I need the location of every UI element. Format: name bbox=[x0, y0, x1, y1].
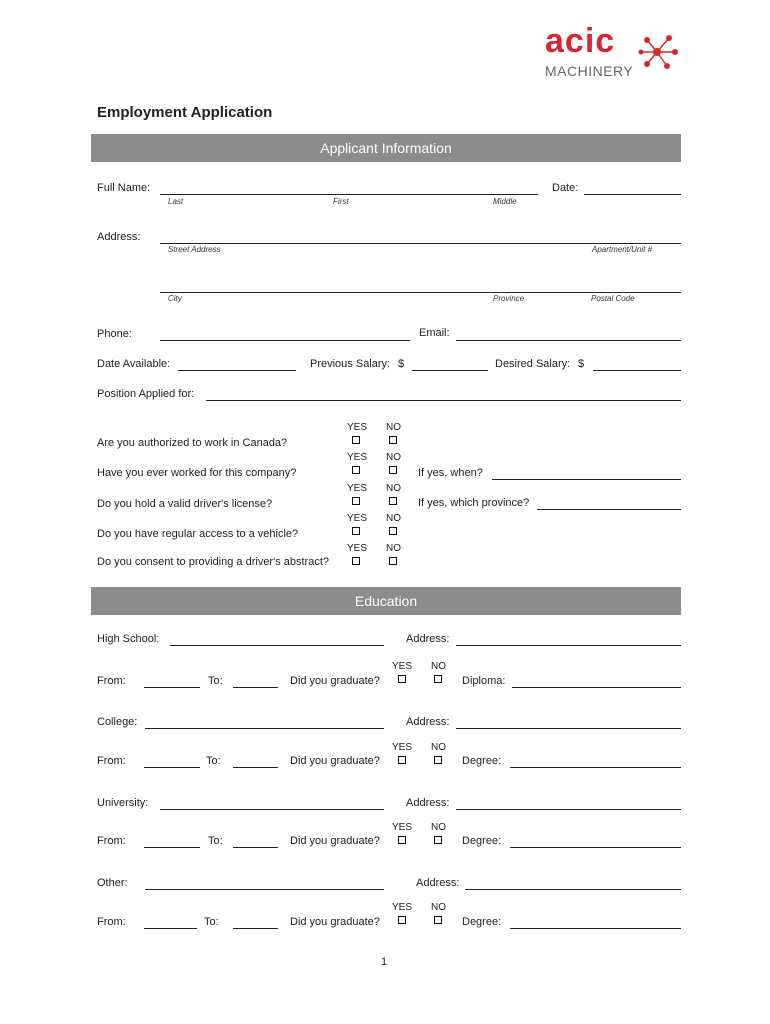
university-field[interactable] bbox=[160, 809, 384, 810]
other-degree-field[interactable] bbox=[510, 928, 681, 929]
other-from-label: From: bbox=[97, 916, 126, 928]
question-text: Have you ever worked for this company? bbox=[97, 467, 297, 479]
college-from-field[interactable] bbox=[144, 767, 200, 768]
company-logo bbox=[545, 22, 685, 82]
high-school-label: High School: bbox=[97, 633, 160, 645]
hs-address-field[interactable] bbox=[456, 645, 681, 646]
question-text: Do you consent to providing a driver's abstract? bbox=[97, 556, 329, 568]
yes-header: YES bbox=[347, 543, 368, 554]
no-header: NO bbox=[431, 902, 446, 913]
other-degree-label: Degree: bbox=[462, 916, 502, 928]
date-label: Date: bbox=[552, 182, 579, 194]
previous-salary-dollar: $ bbox=[398, 358, 405, 370]
license-province-field[interactable] bbox=[537, 509, 681, 510]
logo-subtitle: MACHINERY bbox=[545, 63, 634, 79]
email-field[interactable] bbox=[456, 340, 681, 341]
position-label: Position Applied for: bbox=[97, 388, 195, 400]
college-address-label: Address: bbox=[406, 716, 450, 728]
q3-no-checkbox[interactable] bbox=[389, 497, 397, 505]
position-field[interactable] bbox=[206, 400, 681, 401]
email-label: Email: bbox=[419, 327, 450, 339]
desired-salary-label: Desired Salary: bbox=[495, 358, 571, 370]
desired-salary-dollar: $ bbox=[578, 358, 585, 370]
logo-brand: acic bbox=[545, 22, 616, 60]
hs-to-label: To: bbox=[208, 675, 223, 687]
first-caption: First bbox=[333, 197, 349, 206]
postal-caption: Postal Code bbox=[591, 294, 635, 303]
no-header: NO bbox=[386, 543, 401, 554]
section-applicant-information: Applicant Information bbox=[91, 134, 681, 162]
other-graduated-yes-checkbox[interactable] bbox=[398, 916, 406, 924]
apt-caption: Apartment/Unit # bbox=[592, 245, 653, 254]
city-caption: City bbox=[168, 294, 182, 303]
hs-to-field[interactable] bbox=[233, 687, 278, 688]
date-field[interactable] bbox=[584, 194, 681, 195]
q4-no-checkbox[interactable] bbox=[389, 527, 397, 535]
other-from-field[interactable] bbox=[144, 928, 197, 929]
q3-yes-checkbox[interactable] bbox=[352, 497, 360, 505]
no-header: NO bbox=[386, 422, 401, 433]
page-title: Employment Application bbox=[97, 104, 273, 121]
date-available-label: Date Available: bbox=[97, 358, 171, 370]
college-address-field[interactable] bbox=[456, 728, 681, 729]
middle-caption: Middle bbox=[493, 197, 517, 206]
question-text: Do you have regular access to a vehicle? bbox=[97, 528, 299, 540]
yes-header: YES bbox=[392, 742, 413, 753]
university-graduated-no-checkbox[interactable] bbox=[434, 836, 442, 844]
q5-no-checkbox[interactable] bbox=[389, 557, 397, 565]
previous-salary-field[interactable] bbox=[412, 370, 488, 371]
college-degree-field[interactable] bbox=[510, 767, 681, 768]
q2-no-checkbox[interactable] bbox=[389, 466, 397, 474]
university-degree-label: Degree: bbox=[462, 835, 502, 847]
other-graduated-no-checkbox[interactable] bbox=[434, 916, 442, 924]
other-to-field[interactable] bbox=[233, 928, 278, 929]
address-label: Address: bbox=[97, 231, 141, 243]
molecule-icon bbox=[637, 32, 681, 76]
yes-header: YES bbox=[392, 661, 413, 672]
q2-yes-checkbox[interactable] bbox=[352, 466, 360, 474]
hs-address-label: Address: bbox=[406, 633, 450, 645]
no-header: NO bbox=[386, 452, 401, 463]
hs-graduated-yes-checkbox[interactable] bbox=[398, 675, 406, 683]
last-caption: Last bbox=[168, 197, 184, 206]
street-address-field[interactable] bbox=[160, 243, 681, 244]
province-caption: Province bbox=[493, 294, 525, 303]
yes-header: YES bbox=[347, 483, 368, 494]
other-label: Other: bbox=[97, 877, 128, 889]
college-from-label: From: bbox=[97, 755, 126, 767]
hs-from-label: From: bbox=[97, 675, 126, 687]
college-graduate-label: Did you graduate? bbox=[290, 755, 380, 767]
question-text: Do you hold a valid driver's license? bbox=[97, 498, 273, 510]
other-address-field[interactable] bbox=[465, 889, 681, 890]
yes-header: YES bbox=[392, 902, 413, 913]
college-graduated-yes-checkbox[interactable] bbox=[398, 756, 406, 764]
street-caption: Street Address bbox=[168, 245, 221, 254]
no-header: NO bbox=[431, 822, 446, 833]
university-from-label: From: bbox=[97, 835, 126, 847]
university-label: University: bbox=[97, 797, 149, 809]
university-from-field[interactable] bbox=[144, 847, 200, 848]
q1-yes-checkbox[interactable] bbox=[352, 436, 360, 444]
q1-no-checkbox[interactable] bbox=[389, 436, 397, 444]
phone-label: Phone: bbox=[97, 328, 132, 340]
date-available-field[interactable] bbox=[178, 370, 296, 371]
q5-yes-checkbox[interactable] bbox=[352, 557, 360, 565]
university-degree-field[interactable] bbox=[510, 847, 681, 848]
other-to-label: To: bbox=[204, 916, 219, 928]
section-education: Education bbox=[91, 587, 681, 615]
yes-header: YES bbox=[392, 822, 413, 833]
college-graduated-no-checkbox[interactable] bbox=[434, 756, 442, 764]
follow-up-label: If yes, which province? bbox=[418, 497, 530, 509]
page-number: 1 bbox=[381, 956, 388, 968]
college-to-field[interactable] bbox=[233, 767, 278, 768]
university-to-label: To: bbox=[208, 835, 223, 847]
university-graduate-label: Did you graduate? bbox=[290, 835, 380, 847]
full-name-label: Full Name: bbox=[97, 182, 151, 194]
yes-header: YES bbox=[347, 452, 368, 463]
no-header: NO bbox=[431, 742, 446, 753]
question-text: Are you authorized to work in Canada? bbox=[97, 437, 288, 449]
college-field[interactable] bbox=[145, 728, 384, 729]
college-degree-label: Degree: bbox=[462, 755, 502, 767]
yes-header: YES bbox=[347, 422, 368, 433]
university-to-field[interactable] bbox=[233, 847, 278, 848]
phone-field[interactable] bbox=[160, 340, 410, 341]
full-name-field[interactable] bbox=[160, 194, 538, 195]
hs-graduated-no-checkbox[interactable] bbox=[434, 675, 442, 683]
other-address-label: Address: bbox=[416, 877, 460, 889]
university-address-field[interactable] bbox=[456, 809, 681, 810]
hs-diploma-label: Diploma: bbox=[462, 675, 506, 687]
other-field[interactable] bbox=[145, 889, 384, 890]
q4-yes-checkbox[interactable] bbox=[352, 527, 360, 535]
high-school-field[interactable] bbox=[170, 645, 384, 646]
hs-diploma-field[interactable] bbox=[512, 687, 681, 688]
previous-salary-label: Previous Salary: bbox=[310, 358, 391, 370]
hs-from-field[interactable] bbox=[144, 687, 200, 688]
college-label: College: bbox=[97, 716, 138, 728]
city-province-postal-field[interactable] bbox=[160, 292, 681, 293]
other-graduate-label: Did you graduate? bbox=[290, 916, 380, 928]
follow-up-label: If yes, when? bbox=[418, 467, 483, 479]
university-address-label: Address: bbox=[406, 797, 450, 809]
no-header: NO bbox=[386, 483, 401, 494]
desired-salary-field[interactable] bbox=[593, 370, 681, 371]
university-graduated-yes-checkbox[interactable] bbox=[398, 836, 406, 844]
no-header: NO bbox=[431, 661, 446, 672]
hs-graduate-label: Did you graduate? bbox=[290, 675, 380, 687]
yes-header: YES bbox=[347, 513, 368, 524]
college-to-label: To: bbox=[206, 755, 221, 767]
worked-when-field[interactable] bbox=[492, 479, 681, 480]
no-header: NO bbox=[386, 513, 401, 524]
